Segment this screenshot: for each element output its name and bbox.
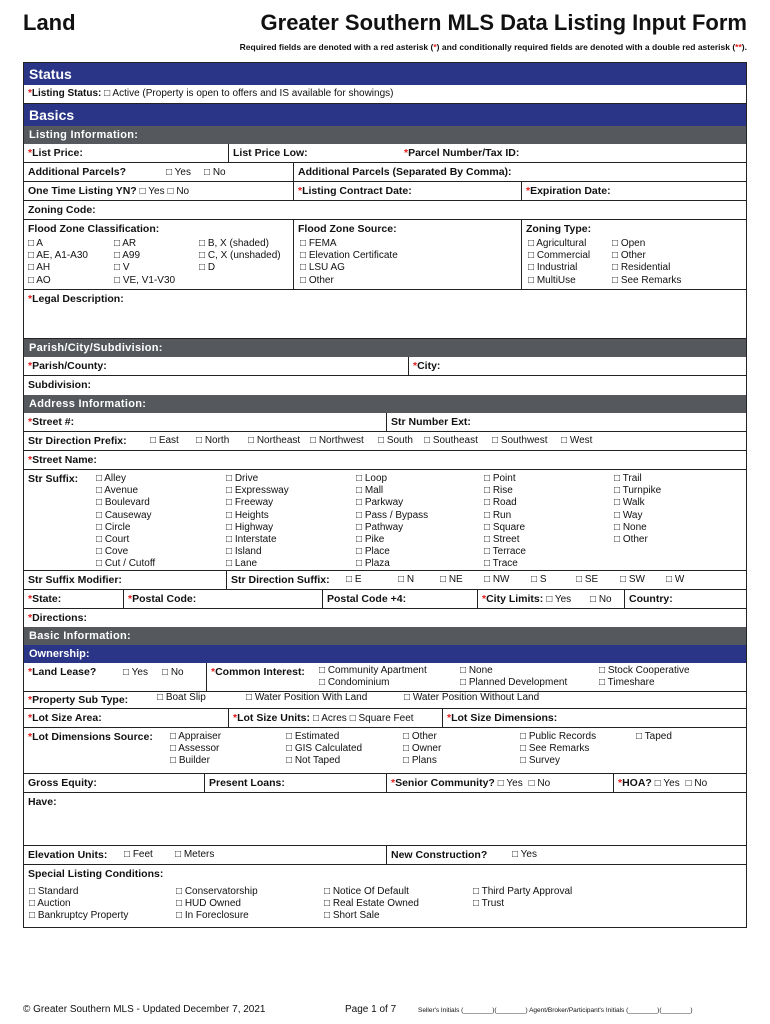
checkbox-option[interactable]: □ Cut / Cutoff <box>96 558 156 570</box>
suffix-col[interactable] <box>226 473 289 571</box>
parish-row: *Parish/County: *City: <box>24 357 746 376</box>
checkbox-option[interactable]: □ Avenue <box>96 485 139 497</box>
checkbox-option[interactable]: □ Mall <box>356 485 384 497</box>
checkbox-option[interactable]: □ Planned Development <box>460 677 568 689</box>
checkbox-option[interactable]: □ Assessor <box>170 743 220 755</box>
checkbox-option[interactable]: □ Survey <box>520 755 560 767</box>
lot-source-col[interactable] <box>403 731 441 768</box>
one-time-no[interactable]: □ No <box>167 186 190 197</box>
initials-line: Seller's Initials (________)(________) Agent/Broker/Participant's Initials (________)(________) <box>418 1007 693 1014</box>
equity-row: Gross Equity: Present Loans: *Senior Community? □ Yes □ No *HOA? □ Yes □ No <box>24 774 746 793</box>
checkbox-option[interactable]: □ MultiUse <box>528 274 576 286</box>
lease-no[interactable]: □ No <box>162 667 184 678</box>
form-type: Land <box>23 10 76 35</box>
street-num-row: *Street #: Str Number Ext: <box>24 413 746 432</box>
subdivision-row <box>24 376 746 395</box>
checkbox-option[interactable]: □ See Remarks <box>520 743 590 755</box>
checkbox-option[interactable]: □ Point <box>484 473 516 484</box>
directions-field[interactable]: Directions: <box>32 612 87 624</box>
list-price-low-field[interactable]: List Price Low: <box>233 147 308 159</box>
common-interest-col[interactable] <box>460 665 567 689</box>
checkbox-option[interactable]: □ Agricultural <box>528 238 587 249</box>
add-parcels-yes[interactable]: □ Yes <box>166 167 191 178</box>
checkbox-option[interactable]: □ AE, A1-A30 <box>28 250 88 262</box>
prefix-option[interactable]: □ West <box>561 435 593 446</box>
str-num-ext-field[interactable]: Str Number Ext: <box>391 416 471 428</box>
checkbox-option[interactable]: □ Drive <box>226 473 259 484</box>
parcel-field[interactable]: Parcel Number/Tax ID: <box>408 147 520 159</box>
required-note: Required fields are denoted with a red asterisk (*) and conditionally required fields are denoted with a double red asterisk (**). <box>239 42 747 52</box>
checkbox-option[interactable]: □ Appraiser <box>170 731 222 742</box>
page-title: Greater Southern MLS Data Listing Input Form <box>260 10 747 35</box>
checkbox-option[interactable]: □ Not Taped <box>286 755 341 767</box>
flood-class-col[interactable] <box>199 238 281 275</box>
flood-class-col[interactable] <box>28 238 88 287</box>
elevation-row: Elevation Units: □ Feet □ Meters New Construction? □ Yes <box>24 846 746 865</box>
suffix-col[interactable] <box>96 473 155 571</box>
prefix-option[interactable]: □ Northwest <box>310 435 364 446</box>
checkbox-option[interactable]: □ C, X (unshaded) <box>199 250 281 262</box>
checkbox-option[interactable]: □ Pathway <box>356 521 404 533</box>
checkbox-option[interactable]: □ Expressway <box>226 485 289 497</box>
checkbox-option[interactable]: □ Lane <box>226 558 258 570</box>
listing-info-heading: Listing Information: <box>24 126 746 144</box>
basic-info-heading: Basic Information: <box>24 627 746 645</box>
add-parcels-field[interactable]: Additional Parcels (Separated By Comma): <box>298 166 512 178</box>
section-basics: Basics <box>24 104 746 126</box>
prefix-option[interactable]: □ South <box>378 435 413 446</box>
checkbox-option[interactable]: □ Circle <box>96 521 131 533</box>
legal-description-field[interactable]: Legal Description: <box>32 293 124 305</box>
checkbox-option[interactable]: □ Standard <box>29 886 79 897</box>
checkbox-option[interactable]: □ HUD Owned <box>176 898 241 910</box>
senior-yes[interactable]: □ Yes <box>497 778 523 789</box>
lot-source-col[interactable] <box>520 731 596 768</box>
zoning-type-col[interactable] <box>612 238 681 287</box>
checkbox-option[interactable]: □ Street <box>484 534 520 546</box>
parish-heading: Parish/City/Subdivision: <box>24 339 746 357</box>
checkbox-option[interactable]: □ A99 <box>114 250 141 262</box>
special-col[interactable] <box>176 886 258 923</box>
street-name-field[interactable]: Street Name: <box>32 454 97 466</box>
contract-row: One Time Listing YN? □ Yes □ No *Listing Contract Date: *Expiration Date: <box>24 182 746 201</box>
elev-meters[interactable]: □ Meters <box>175 849 215 860</box>
common-interest-col[interactable] <box>599 665 690 689</box>
checkbox-option[interactable]: □ Turnpike <box>614 485 662 497</box>
address-heading: Address Information: <box>24 395 746 413</box>
prefix-option[interactable]: □ Southeast <box>424 435 478 446</box>
checkbox-option[interactable]: □ AH <box>28 262 51 274</box>
checkbox-option[interactable]: □ Residential <box>612 262 671 274</box>
parcels-row: Additional Parcels? □ Yes □ No Additional Parcels (Separated By Comma): <box>24 163 746 182</box>
checkbox-option[interactable]: □ Conservatorship <box>176 886 258 897</box>
checkbox-option[interactable]: □ None <box>614 521 647 533</box>
elev-feet[interactable]: □ Feet <box>124 849 153 860</box>
state-field[interactable]: State: <box>32 593 62 605</box>
checkbox-option[interactable]: □ Other <box>614 534 648 546</box>
postal4-field[interactable]: Postal Code +4: <box>327 593 407 605</box>
price-row: *List Price: List Price Low: *Parcel Number/Tax ID: <box>24 144 746 163</box>
checkbox-option[interactable]: □ V <box>114 262 130 274</box>
checkbox-option[interactable]: □ Plans <box>403 755 437 767</box>
suffix-col[interactable] <box>614 473 661 546</box>
checkbox-option[interactable]: □ Notice Of Default <box>324 886 409 897</box>
sub-type-row: *Property Sub Type: □ Boat Slip □ Water Position With Land □ Water Position Without Land <box>24 692 746 709</box>
checkbox-option[interactable]: □ LSU AG <box>300 262 345 274</box>
checkbox-option[interactable]: □ Alley <box>96 473 126 484</box>
checkbox-option[interactable]: □ Other <box>300 274 334 286</box>
present-loans-field[interactable]: Present Loans: <box>209 777 285 789</box>
suffix-dir-option[interactable]: □ S <box>531 574 547 585</box>
checkbox-option[interactable]: □ Parkway <box>356 497 404 509</box>
sub-type-boat[interactable]: □ Boat Slip <box>157 692 206 703</box>
street-name-row: *Street Name: <box>24 451 746 470</box>
prefix-option[interactable]: □ Northeast <box>248 435 301 446</box>
checkbox-option[interactable]: □ Bankruptcy Property <box>29 910 129 922</box>
lot-source-row: *Lot Dimensions Source: □ Appraiser □ Assessor □ Builder □ Estimated □ GIS Calculated □ Not Taped □ Other □ Owner □ Plans □ Public Records □ See Remarks □ Survey □ Taped <box>24 728 746 774</box>
checkbox-option[interactable]: □ B, X (shaded) <box>199 238 269 249</box>
checkbox-option[interactable]: □ Island <box>226 546 262 558</box>
checkbox-option[interactable]: □ Stock Cooperative <box>599 665 690 676</box>
checkbox-option[interactable]: □ AR <box>114 238 137 249</box>
prefix-option[interactable]: □ East <box>150 435 179 446</box>
hoa-yes[interactable]: □ Yes <box>654 778 680 789</box>
status-active-checkbox[interactable]: □ Active <box>104 88 140 99</box>
prefix-option[interactable]: □ North <box>196 435 230 446</box>
exp-date-field[interactable]: Expiration Date: <box>530 185 611 197</box>
checkbox-option[interactable]: □ Cove <box>96 546 129 558</box>
lot-source-col[interactable] <box>636 731 672 743</box>
flood-class-col[interactable] <box>114 238 175 287</box>
lease-yes[interactable]: □ Yes <box>123 667 148 678</box>
checkbox-option[interactable]: □ Run <box>484 509 512 521</box>
ownership-heading: Ownership: <box>24 645 746 663</box>
suffix-mod-field[interactable]: Str Suffix Modifier: <box>28 574 122 586</box>
checkbox-option[interactable]: □ Trail <box>614 473 642 484</box>
contract-date-field[interactable]: Listing Contract Date: <box>302 185 412 197</box>
directions-row: *Directions: <box>28 612 87 624</box>
common-interest-col[interactable] <box>319 665 427 689</box>
hoa-no[interactable]: □ No <box>685 778 708 789</box>
suffix-mod-row: Str Suffix Modifier: Str Direction Suffix: □ E □ N □ NE □ NW □ S □ SE □ SW □ W <box>24 571 746 590</box>
checkbox-option[interactable]: □ VE, V1-V30 <box>114 274 176 286</box>
checkbox-option[interactable]: □ Public Records <box>520 731 597 742</box>
checkbox-option[interactable]: □ Boulevard <box>96 497 150 509</box>
lot-source-col[interactable] <box>170 731 221 768</box>
add-parcels-no[interactable]: □ No <box>204 167 226 178</box>
suffix-row: Str Suffix: □ Alley □ Avenue □ Boulevard □ Causeway □ Circle □ Court □ Cove □ Cut / Cutoff □ Drive □ Expressway □ Freeway □ Heights □ Highway □ Interstate □ Island □ Lane □ Loop □ Mall □ Parkway □ Pass / Bypass □ Pathway □ Pike □ Place □ Plaza □ Point □ Rise □ Road □ Run □ Square □ Street □ Terrace □ Trace □ Trail □ Turnpike □ Walk □ Way □ None □ Other <box>24 470 746 571</box>
parish-field[interactable]: Parish/County: <box>32 360 107 372</box>
checkbox-option[interactable]: □ Terrace <box>484 546 526 558</box>
checkbox-option[interactable]: □ Trace <box>484 558 518 570</box>
suffix-dir-option[interactable]: □ SE <box>576 574 599 585</box>
checkbox-option[interactable]: □ Commercial <box>528 250 591 262</box>
city-field[interactable]: City: <box>417 360 441 372</box>
checkbox-option[interactable]: □ D <box>199 262 216 274</box>
zoning-code-field[interactable]: Zoning Code: <box>28 204 96 216</box>
checkbox-option[interactable]: □ In Foreclosure <box>176 910 249 922</box>
lot-area-field[interactable]: Lot Size Area: <box>32 712 102 724</box>
new-const-yes[interactable]: □ Yes <box>512 849 537 860</box>
postal-field[interactable]: Postal Code: <box>132 593 197 605</box>
suffix-dir-option[interactable]: □ W <box>666 574 685 585</box>
checkbox-option[interactable]: □ Rise <box>484 485 513 497</box>
checkbox-option[interactable]: □ Square <box>484 521 526 533</box>
flood-zoning-row: Flood Zone Classification: □ A □ AE, A1-A30 □ AH □ AO □ AR □ A99 □ V □ VE, V1-V30 □ B, X (shaded) □ C, X (unshaded) □ D Flood Zone Source: □ FEMA □ Elevation Certificate □ LSU AG □ Other Zoning Type: □ Agricultural □ Commercial □ Industrial □ MultiUse □ Open □ Other □ Residential □ See Remarks <box>24 220 746 290</box>
checkbox-option[interactable]: □ See Remarks <box>612 274 682 286</box>
lot-row: *Lot Size Area: *Lot Size Units: □ Acres □ Square Feet *Lot Size Dimensions: <box>24 709 746 728</box>
lot-units-acres[interactable]: □ Acres <box>312 713 347 724</box>
checkbox-option[interactable]: □ Pike <box>356 534 385 546</box>
suffix-dir-option[interactable]: □ N <box>398 574 415 585</box>
checkbox-option[interactable]: □ Builder <box>170 755 210 767</box>
checkbox-option[interactable]: □ Taped <box>636 731 672 742</box>
checkbox-option[interactable]: □ Other <box>403 731 437 742</box>
page-number: Page 1 of 7 <box>345 1004 397 1015</box>
checkbox-option[interactable]: □ A <box>28 238 43 249</box>
gross-equity-field[interactable]: Gross Equity: <box>28 777 97 789</box>
lot-units-sqft[interactable]: □ Square Feet <box>349 713 414 724</box>
checkbox-option[interactable]: □ Elevation Certificate <box>300 250 398 262</box>
checkbox-option[interactable]: □ Industrial <box>528 262 578 274</box>
senior-no[interactable]: □ No <box>528 778 551 789</box>
checkbox-option[interactable]: □ Timeshare <box>599 677 655 689</box>
city-limits-no[interactable]: □ No <box>590 594 612 605</box>
checkbox-option[interactable]: □ Short Sale <box>324 910 380 922</box>
checkbox-option[interactable]: □ Other <box>612 250 646 262</box>
suffix-dir-option[interactable]: □ E <box>346 574 362 585</box>
lot-source-col[interactable] <box>286 731 362 768</box>
street-num-field[interactable]: Street #: <box>32 416 75 428</box>
checkbox-option[interactable]: □ Trust <box>473 898 505 910</box>
checkbox-option[interactable]: □ Court <box>96 534 130 546</box>
one-time-yes[interactable]: □ Yes <box>139 186 165 197</box>
special-col[interactable] <box>29 886 128 923</box>
have-row <box>24 793 746 846</box>
zoning-type-col[interactable] <box>528 238 590 287</box>
have-field[interactable]: Have: <box>28 796 57 808</box>
checkbox-option[interactable]: □ Loop <box>356 473 388 484</box>
checkbox-option[interactable]: □ Freeway <box>226 497 274 509</box>
state-row: *State: *Postal Code: Postal Code +4: *City Limits: □ Yes □ No Country: <box>24 590 746 609</box>
special-col[interactable] <box>473 886 572 910</box>
checkbox-option[interactable]: □ Interstate <box>226 534 277 546</box>
listing-status-row: *Listing Status: □ Active (Property is open to offers and IS available for showings) <box>24 85 746 104</box>
flood-source-col[interactable] <box>300 238 398 287</box>
zoning-code-row <box>24 201 746 220</box>
lot-dims-field[interactable]: Lot Size Dimensions: <box>451 712 558 724</box>
listing-form <box>23 62 747 928</box>
checkbox-option[interactable]: □ Road <box>484 497 517 509</box>
checkbox-option[interactable]: □ Pass / Bypass <box>356 509 429 521</box>
suffix-dir-option[interactable]: □ SW <box>620 574 645 585</box>
checkbox-option[interactable]: □ Estimated <box>286 731 340 742</box>
checkbox-option[interactable]: □ Plaza <box>356 558 390 570</box>
suffix-dir-option[interactable]: □ NE <box>440 574 463 585</box>
checkbox-option[interactable]: □ None <box>460 665 493 676</box>
checkbox-option[interactable]: □ Community Apartment <box>319 665 427 676</box>
special-row: Special Listing Conditions: □ Standard □ Auction □ Bankruptcy Property □ Conservatorship □ HUD Owned □ In Foreclosure □ Notice Of Default □ Real Estate Owned □ Short Sale □ Third Party Approval □ Trust <box>28 868 573 922</box>
special-col[interactable] <box>324 886 419 923</box>
checkbox-option[interactable]: □ Auction <box>29 898 71 910</box>
subdivision-field[interactable]: Subdivision: <box>28 379 91 391</box>
checkbox-option[interactable]: □ Real Estate Owned <box>324 898 419 910</box>
sub-type-water-land[interactable]: □ Water Position With Land <box>246 692 368 703</box>
list-price-field[interactable]: List Price: <box>32 147 83 159</box>
checkbox-option[interactable]: □ Owner <box>403 743 442 755</box>
city-limits-yes[interactable]: □ Yes <box>546 594 572 605</box>
suffix-col[interactable] <box>356 473 428 571</box>
suffix-dir-option[interactable]: □ NW <box>484 574 510 585</box>
checkbox-option[interactable]: □ Causeway <box>96 509 152 521</box>
prefix-option[interactable]: □ Southwest <box>492 435 548 446</box>
suffix-col[interactable] <box>484 473 526 571</box>
checkbox-option[interactable]: □ Highway <box>226 521 274 533</box>
checkbox-option[interactable]: □ Third Party Approval <box>473 886 573 897</box>
dir-prefix-row: Str Direction Prefix: □ East □ North □ Northeast □ Northwest □ South □ Southeast □ Southwest □ West <box>24 432 746 451</box>
checkbox-option[interactable]: □ Condominium <box>319 677 390 689</box>
checkbox-option[interactable]: □ AO <box>28 274 51 286</box>
checkbox-option[interactable]: □ Open <box>612 238 646 249</box>
checkbox-option[interactable]: □ Place <box>356 546 390 558</box>
legal-row: *Legal Description: <box>24 290 746 339</box>
country-field[interactable]: Country: <box>629 593 673 605</box>
sub-type-water-noland[interactable]: □ Water Position Without Land <box>404 692 540 703</box>
checkbox-option[interactable]: □ FEMA <box>300 238 337 249</box>
checkbox-option[interactable]: □ Way <box>614 509 643 521</box>
checkbox-option[interactable]: □ Heights <box>226 509 269 521</box>
checkbox-option[interactable]: □ Walk <box>614 497 645 509</box>
footer-copyright: © Greater Southern MLS - Updated December 7, 2021 <box>23 1004 266 1015</box>
checkbox-option[interactable]: □ GIS Calculated <box>286 743 363 755</box>
section-status: Status <box>24 63 746 85</box>
lease-row: *Land Lease? □ Yes □ No *Common Interest: □ Community Apartment □ Condominium □ None □ Planned Development □ Stock Cooperative □ Timeshare <box>24 663 746 692</box>
